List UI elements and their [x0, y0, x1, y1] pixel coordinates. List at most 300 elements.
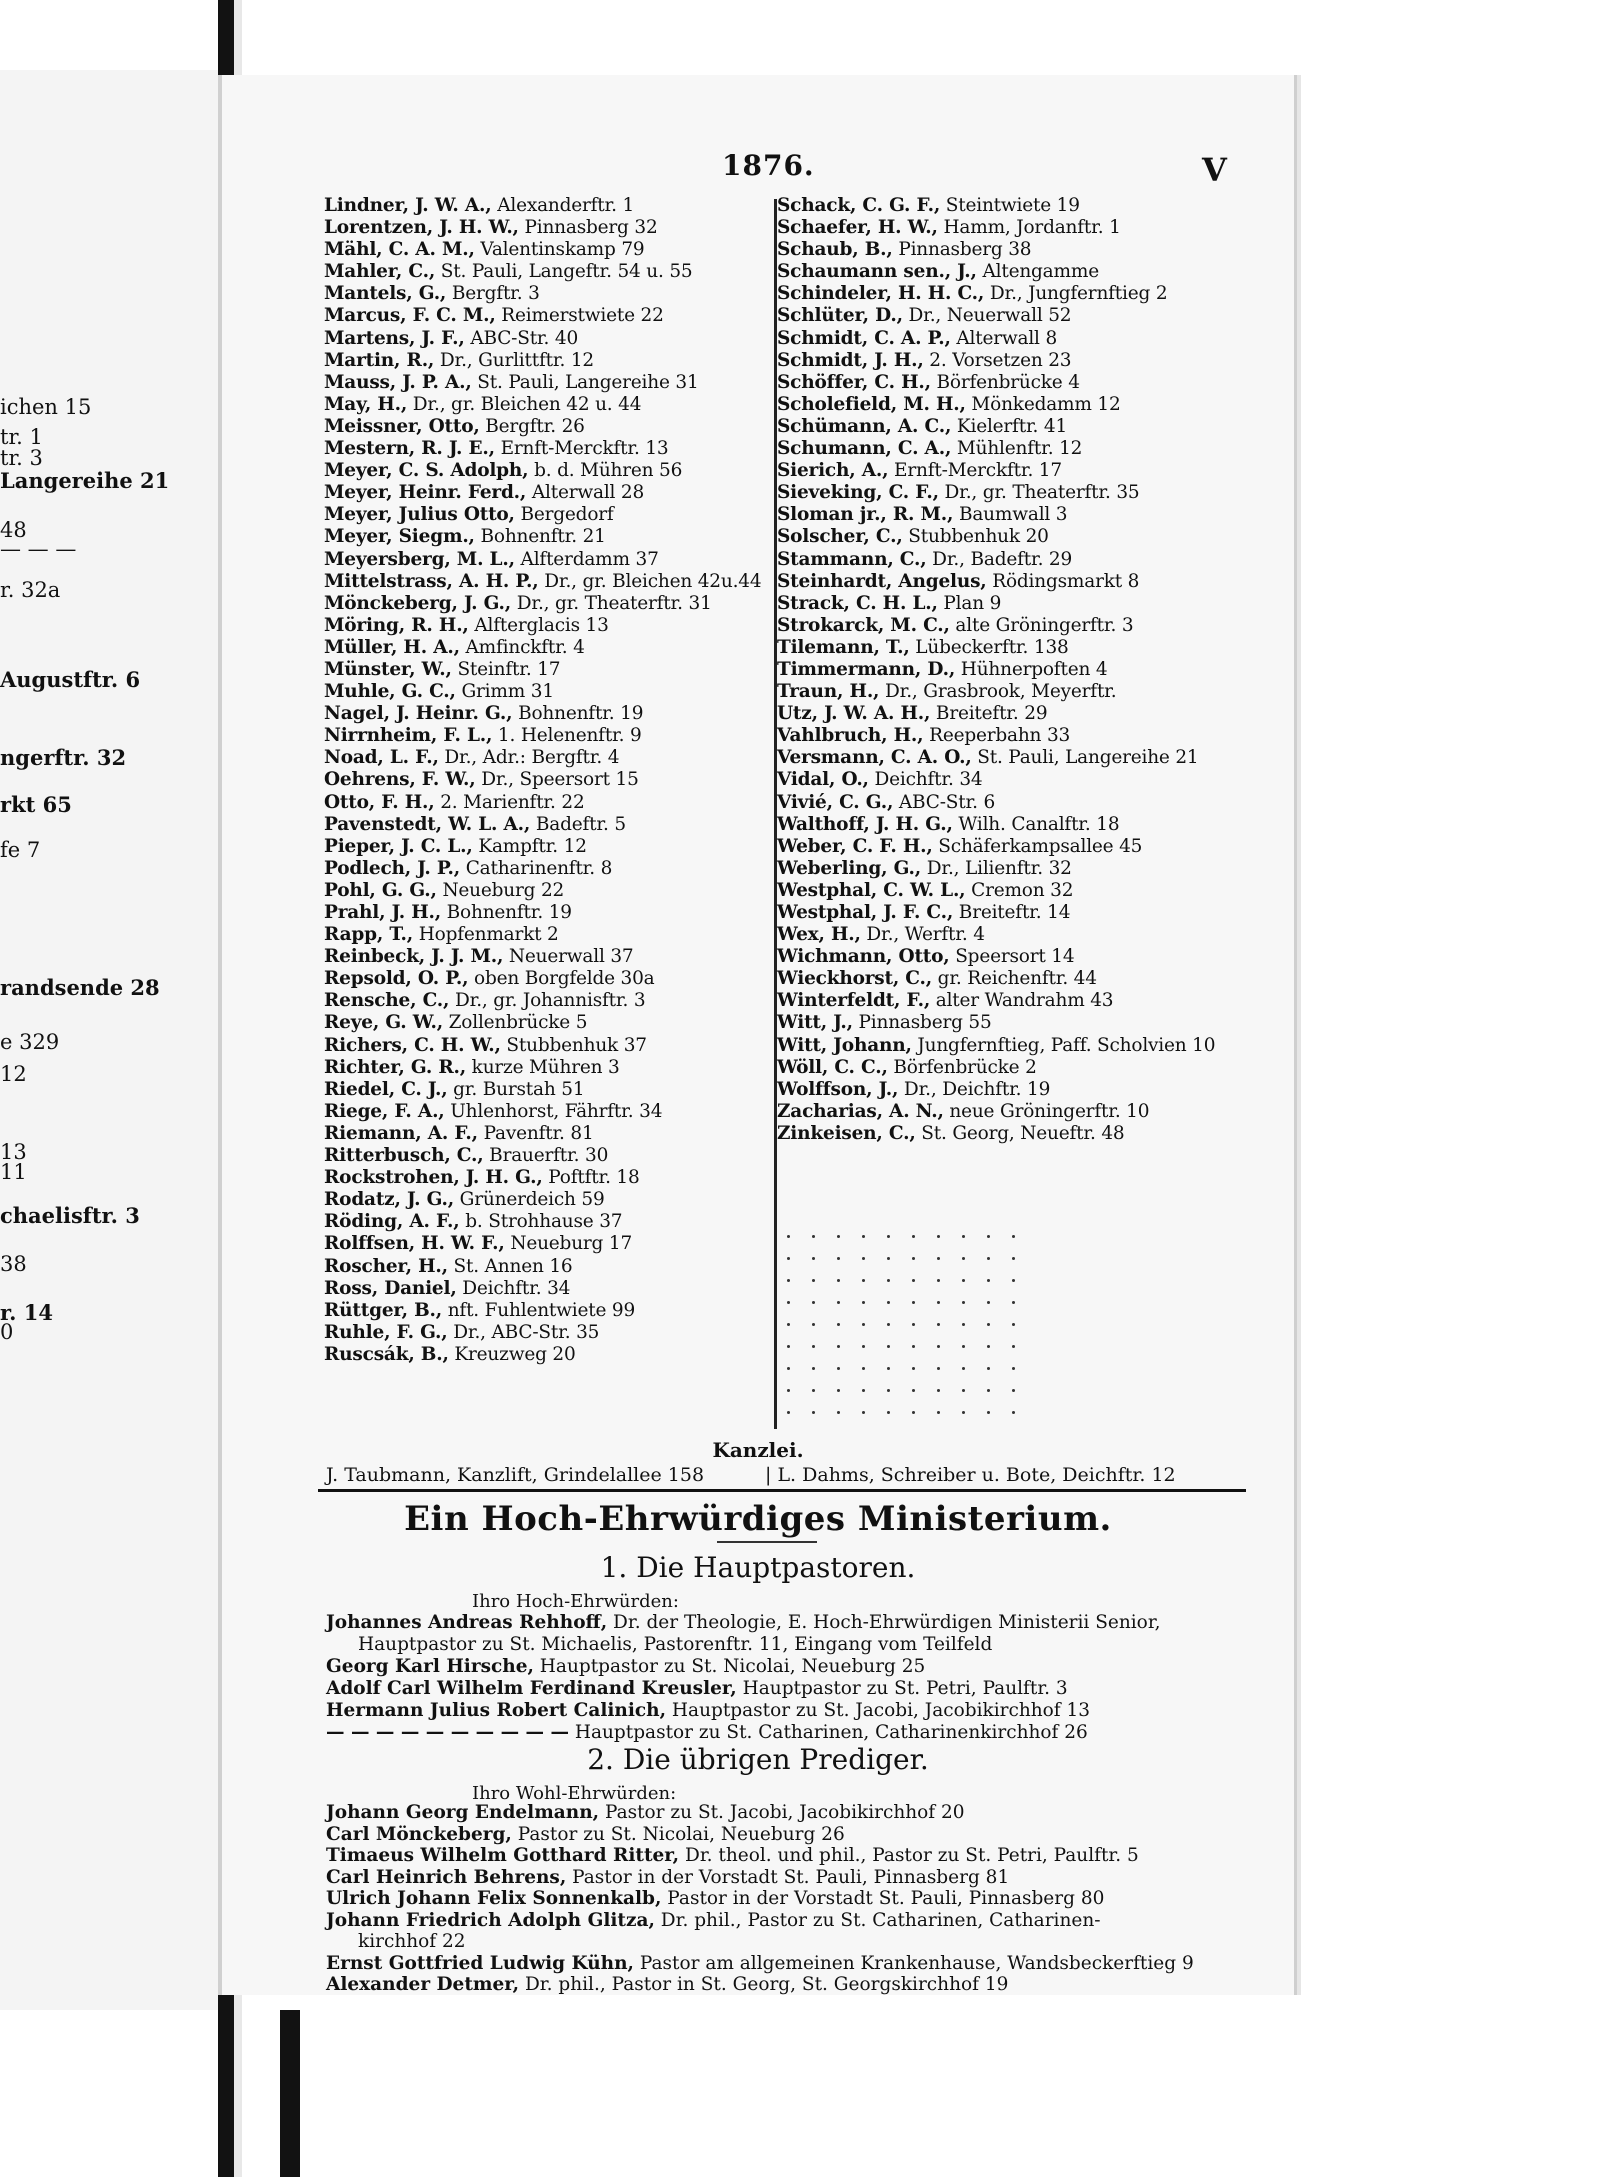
- filler-dot: [837, 1257, 840, 1260]
- filler-dot: [912, 1279, 915, 1282]
- pastor-name: — — — — — — — — — —: [326, 1722, 569, 1743]
- entry-address: Hühnerpoften 4: [955, 658, 1108, 680]
- entry-name: Reinbeck, J. J. M.,: [324, 946, 504, 968]
- filler-dot: [812, 1235, 815, 1238]
- filler-dot: [787, 1279, 790, 1282]
- directory-entry: [777, 615, 1417, 637]
- entry-name: Traun, H.,: [777, 681, 880, 703]
- entry-address: Valentinskamp 79: [474, 239, 645, 261]
- pastor-entry: [326, 1722, 1261, 1744]
- entry-address: Alterwall 8: [950, 327, 1058, 349]
- filler-dot: [987, 1301, 990, 1304]
- filler-dot: [887, 1235, 890, 1238]
- entry-address: Stubbenhuk 37: [500, 1034, 647, 1056]
- entry-name: Richter, G. R.,: [324, 1056, 466, 1078]
- left-page-text: 48: [0, 518, 27, 542]
- filler-dot: [862, 1323, 865, 1326]
- entry-address: Neuerwall 37: [503, 946, 634, 968]
- filler-dot: [1012, 1279, 1015, 1282]
- kanzlei-right-entry: | L. Dahms, Schreiber u. Bote, Deichftr. 12: [765, 1464, 1176, 1486]
- entry-address: Uhlenhorst, Fährftr. 34: [444, 1100, 663, 1122]
- directory-entry: [777, 946, 1417, 968]
- entry-address: Baumwall 3: [953, 504, 1068, 526]
- entry-name: Tilemann, T.,: [777, 636, 910, 658]
- filler-dot: [812, 1367, 815, 1370]
- entry-address: Breiteftr. 29: [930, 703, 1048, 725]
- entry-address: Hopfenmarkt 2: [413, 924, 559, 946]
- entry-address: Dr., Badeftr. 29: [926, 548, 1073, 570]
- entry-name: Schumann, C. A.,: [777, 438, 952, 460]
- pastor-name: Carl Mönckeberg,: [326, 1823, 512, 1845]
- entry-name: Münster, W.,: [324, 658, 452, 680]
- entry-name: Mahler, C.,: [324, 261, 436, 283]
- entry-name: Weber, C. F. H.,: [777, 835, 933, 857]
- entry-address: Catharinenftr. 8: [460, 857, 613, 879]
- left-page-text: ngerftr. 32: [0, 745, 127, 770]
- entry-name: Stammann, C.,: [777, 548, 927, 570]
- entry-address: St. Georg, Neueftr. 48: [915, 1122, 1125, 1144]
- entry-name: Versmann, C. A. O.,: [777, 747, 972, 769]
- entry-name: Podlech, J. P.,: [324, 857, 461, 879]
- filler-dot: [787, 1323, 790, 1326]
- entry-address: Deichftr. 34: [868, 769, 983, 791]
- entry-name: Martens, J. F.,: [324, 327, 465, 349]
- filler-dot: [987, 1323, 990, 1326]
- entry-address: Pinnasberg 32: [518, 217, 658, 239]
- entry-address: Stubbenhuk 20: [902, 526, 1049, 548]
- entry-address: Grimm 31: [455, 681, 554, 703]
- kanzlei-left-entry: J. Taubmann, Kanzlift, Grindelallee 158: [326, 1464, 705, 1486]
- pastor-name: Carl Heinrich Behrens,: [326, 1866, 567, 1888]
- entry-name: Schmidt, C. A. P.,: [777, 327, 951, 349]
- entry-address: Bohnenftr. 19: [512, 703, 644, 725]
- entry-name: Wex, H.,: [777, 924, 861, 946]
- entry-name: Meyersberg, M. L.,: [324, 548, 515, 570]
- filler-dot: [937, 1257, 940, 1260]
- filler-dot: [987, 1279, 990, 1282]
- pastor-entry: [326, 1700, 1261, 1722]
- filler-dot: [1012, 1257, 1015, 1260]
- entry-name: Martin, R.,: [324, 349, 435, 371]
- entry-name: Zacharias, A. N.,: [777, 1100, 944, 1122]
- pastor-entry: [326, 1845, 1261, 1867]
- entry-name: Noad, L. F.,: [324, 747, 439, 769]
- filler-dot: [937, 1235, 940, 1238]
- directory-entry: [777, 217, 1417, 239]
- entry-address: Badeftr. 5: [530, 813, 626, 835]
- entry-address: nft. Fuhlentwiete 99: [442, 1299, 636, 1321]
- entry-address: Alfterdamm 37: [514, 548, 659, 570]
- entry-address: Dr., gr. Theaterftr. 35: [938, 482, 1140, 504]
- pastor-name: Johann Friedrich Adolph Glitza,: [326, 1909, 655, 1931]
- entry-address: Bergftr. 26: [479, 415, 585, 437]
- entry-address: Alfterglacis 13: [468, 614, 609, 636]
- entry-address: Dr., gr. Johannisftr. 3: [449, 990, 646, 1012]
- entry-address: Dr., gr. Bleichen 42 u. 44: [407, 393, 642, 415]
- filler-dot: [887, 1367, 890, 1370]
- entry-name: Steinhardt, Angelus,: [777, 570, 987, 592]
- entry-name: Pavenstedt, W. L. A.,: [324, 813, 531, 835]
- entry-address: Bohnenftr. 21: [474, 526, 606, 548]
- entry-address: Dr., Speersort 15: [475, 769, 639, 791]
- filler-dot: [887, 1279, 890, 1282]
- entry-name: Ross, Daniel,: [324, 1277, 457, 1299]
- entry-name: Schlüter, D.,: [777, 305, 903, 327]
- entry-name: Möring, R. H.,: [324, 614, 469, 636]
- entry-name: Strack, C. H. L.,: [777, 592, 938, 614]
- entry-address: Dr., Grasbrook, Meyerftr.: [879, 681, 1117, 703]
- entry-address: St. Pauli, Langereihe 21: [971, 747, 1199, 769]
- directory-entry: [777, 659, 1417, 681]
- directory-entry: [777, 261, 1417, 283]
- pastor-details: kirchhof 22: [358, 1931, 466, 1952]
- entry-address: Breiteftr. 14: [953, 902, 1071, 923]
- directory-entry: [777, 416, 1417, 438]
- entry-address: Reimerstwiete 22: [495, 305, 664, 327]
- filler-dot: [887, 1345, 890, 1348]
- entry-address: Börfenbrücke 2: [887, 1056, 1037, 1078]
- left-page-text: ichen 15: [0, 395, 92, 419]
- pastor-name: Timaeus Wilhelm Gotthard Ritter,: [326, 1845, 680, 1866]
- filler-dot: [887, 1257, 890, 1260]
- pastor-name: Alexander Detmer,: [326, 1974, 520, 1995]
- pastor-entry: [326, 1974, 1261, 1996]
- entry-name: Ritterbusch, C.,: [324, 1145, 484, 1167]
- entry-name: Prahl, J. H.,: [324, 902, 441, 923]
- right-column: [777, 195, 1417, 1145]
- entry-address: Bergftr. 3: [446, 283, 540, 305]
- directory-entry: [777, 460, 1417, 482]
- entry-address: Neueburg 22: [436, 879, 565, 901]
- entry-address: Kreuzweg 20: [448, 1343, 576, 1365]
- filler-dot: [837, 1389, 840, 1392]
- directory-entry: [777, 328, 1417, 350]
- entry-name: Marcus, F. C. M.,: [324, 305, 496, 327]
- entry-address: Dr., Neuerwall 52: [902, 305, 1072, 327]
- entry-name: Westphal, J. F. C.,: [777, 902, 954, 923]
- directory-entry: [777, 372, 1417, 394]
- filler-dot: [837, 1279, 840, 1282]
- entry-name: Scholefield, M. H.,: [777, 393, 966, 415]
- filler-dot: [787, 1345, 790, 1348]
- entry-address: ABC-Str. 6: [893, 791, 996, 813]
- filler-dot: [812, 1411, 815, 1414]
- entry-name: Pieper, J. C. L.,: [324, 835, 473, 857]
- entry-name: Schümann, A. C.,: [777, 415, 952, 437]
- left-page-text: r. 32a: [0, 578, 61, 602]
- entry-address: gr. Reichenftr. 44: [932, 968, 1097, 990]
- entry-name: Nirrnheim, F. L.,: [324, 725, 493, 747]
- entry-address: Neueburg 17: [504, 1233, 633, 1255]
- entry-address: Deichftr. 34: [456, 1277, 571, 1299]
- entry-name: Ruscsák, B.,: [324, 1343, 449, 1365]
- entry-name: Schindeler, H. H. C.,: [777, 283, 985, 305]
- filler-dot: [862, 1367, 865, 1370]
- entry-name: Mönckeberg, J. G.,: [324, 592, 512, 614]
- kanzlei-heading: Kanzlei.: [712, 1438, 804, 1462]
- filler-dot: [787, 1411, 790, 1414]
- dot-filler: [787, 1235, 1037, 1435]
- entry-address: Reeperbahn 33: [923, 725, 1071, 747]
- entry-name: Mantels, G.,: [324, 283, 447, 305]
- directory-entry: [777, 968, 1417, 990]
- pastor-name: Johannes Andreas Rehhoff,: [326, 1612, 608, 1633]
- pastor-entry: [326, 1824, 1261, 1846]
- filler-dot: [912, 1301, 915, 1304]
- entry-address: Steinftr. 17: [451, 658, 561, 680]
- filler-dot: [837, 1323, 840, 1326]
- entry-name: Otto, F. H.,: [324, 791, 435, 813]
- pastor-details: Hauptpastor zu St. Petri, Paulftr. 3: [736, 1678, 1068, 1699]
- entry-address: Dr., gr. Theaterftr. 31: [511, 592, 712, 614]
- filler-dot: [862, 1411, 865, 1414]
- filler-dot: [812, 1257, 815, 1260]
- directory-entry: [777, 681, 1417, 703]
- directory-entry: [777, 880, 1417, 902]
- filler-dot: [837, 1235, 840, 1238]
- pastor-name: Adolf Carl Wilhelm Ferdinand Kreusler,: [326, 1678, 737, 1699]
- entry-address: Dr., Jungfernftieg 2: [984, 283, 1168, 305]
- left-page-text: 11: [0, 1160, 27, 1184]
- entry-name: Wolffson, J.,: [777, 1078, 899, 1100]
- entry-address: Kampftr. 12: [472, 835, 587, 857]
- filler-dot: [962, 1301, 965, 1304]
- entry-address: gr. Burstah 51: [447, 1078, 585, 1100]
- filler-dot: [1012, 1235, 1015, 1238]
- section-rule: [318, 1489, 1246, 1492]
- filler-dot: [837, 1301, 840, 1304]
- pastor-details: Hauptpastor zu St. Nicolai, Neueburg 25: [533, 1656, 926, 1677]
- entry-name: Solscher, C.,: [777, 526, 903, 548]
- filler-dot: [987, 1411, 990, 1414]
- entry-name: Zinkeisen, C.,: [777, 1122, 916, 1144]
- filler-dot: [787, 1389, 790, 1392]
- section-heading-prediger: 2. Die übrigen Prediger.: [587, 1743, 929, 1776]
- entry-name: Meyer, Siegm.,: [324, 526, 475, 548]
- pastor-entry: [326, 1802, 1261, 1824]
- pastor-entry: [326, 1678, 1261, 1700]
- entry-name: Strokarck, M. C.,: [777, 614, 950, 636]
- entry-name: Nagel, J. Heinr. G.,: [324, 703, 513, 725]
- entry-name: Mittelstrass, A. H. P.,: [324, 570, 539, 592]
- directory-entry: [777, 792, 1417, 814]
- filler-dot: [937, 1389, 940, 1392]
- directory-entry: [777, 571, 1417, 593]
- entry-name: Richers, C. H. W.,: [324, 1034, 501, 1056]
- entry-address: Ernft-Merckftr. 17: [888, 460, 1062, 482]
- pastor-details: Hauptpastor zu St. Jacobi, Jacobikirchhof 13: [666, 1700, 1091, 1721]
- filler-dot: [812, 1389, 815, 1392]
- directory-entry: [777, 593, 1417, 615]
- entry-name: Pohl, G. G.,: [324, 879, 437, 901]
- entry-address: b. d. Mühren 56: [528, 460, 683, 482]
- entry-name: Rockstrohen, J. H. G.,: [324, 1167, 543, 1189]
- entry-address: Börfenbrücke 4: [930, 371, 1080, 393]
- entry-address: alter Wandrahm 43: [930, 990, 1114, 1012]
- filler-dot: [912, 1323, 915, 1326]
- pastor-details: Pastor in der Vorstadt St. Pauli, Pinnasberg 81: [566, 1866, 1010, 1888]
- entry-name: Walthoff, J. H. G.,: [777, 813, 953, 835]
- entry-name: Röding, A. F.,: [324, 1211, 460, 1233]
- filler-dot: [1012, 1411, 1015, 1414]
- entry-name: Lindner, J. W. A.,: [324, 195, 492, 216]
- filler-dot: [987, 1367, 990, 1370]
- entry-address: Dr., gr. Bleichen 42u.44: [538, 570, 762, 592]
- entry-name: Meissner, Otto,: [324, 415, 480, 437]
- directory-entry: [777, 703, 1417, 725]
- filler-dot: [937, 1301, 940, 1304]
- filler-dot: [912, 1411, 915, 1414]
- filler-dot: [962, 1323, 965, 1326]
- entry-name: Rensche, C.,: [324, 990, 450, 1012]
- directory-entry: [777, 195, 1417, 217]
- entry-name: Schaefer, H. W.,: [777, 217, 938, 239]
- filler-dot: [837, 1411, 840, 1414]
- entry-address: Lübeckerftr. 138: [909, 636, 1069, 658]
- entry-address: Schäferkampsallee 45: [932, 835, 1143, 857]
- entry-name: Lorentzen, J. H. W.,: [324, 217, 519, 239]
- entry-address: Alterwall 28: [526, 482, 645, 504]
- entry-address: Alexanderftr. 1: [491, 195, 635, 216]
- entry-address: St. Pauli, Langeftr. 54 u. 55: [435, 261, 693, 283]
- filler-dot: [812, 1345, 815, 1348]
- filler-dot: [1012, 1323, 1015, 1326]
- entry-address: Zollenbrücke 5: [442, 1012, 588, 1034]
- entry-name: Meyer, Heinr. Ferd.,: [324, 482, 527, 504]
- filler-dot: [912, 1389, 915, 1392]
- entry-name: Mestern, R. J. E.,: [324, 438, 495, 460]
- directory-entry: [777, 990, 1417, 1012]
- pastor-entry: [326, 1656, 1261, 1678]
- left-page-text: tr. 3: [0, 446, 43, 470]
- pastor-name: Ulrich Johann Felix Sonnenkalb,: [326, 1888, 662, 1909]
- filler-dot: [962, 1235, 965, 1238]
- entry-name: Westphal, C. W. L.,: [777, 879, 966, 901]
- filler-dot: [887, 1323, 890, 1326]
- entry-name: Meyer, Julius Otto,: [324, 504, 515, 526]
- entry-address: Mönkedamm 12: [965, 393, 1121, 415]
- left-page-text: 0: [0, 1320, 14, 1344]
- left-page-text: randsende 28: [0, 975, 160, 1000]
- filler-dot: [812, 1301, 815, 1304]
- directory-entry: [777, 836, 1417, 858]
- left-page-text: 12: [0, 1062, 27, 1086]
- directory-entry: [777, 858, 1417, 880]
- binding-bottom: [280, 2010, 300, 2177]
- filler-dot: [862, 1345, 865, 1348]
- entry-address: Cremon 32: [965, 879, 1074, 901]
- entry-address: Ernft-Merckftr. 13: [494, 438, 669, 460]
- filler-dot: [987, 1257, 990, 1260]
- entry-address: St. Pauli, Langereihe 31: [471, 371, 699, 393]
- entry-address: Pavenftr. 81: [477, 1122, 594, 1144]
- entry-address: alte Gröningerftr. 3: [949, 614, 1134, 636]
- directory-entry: [324, 1145, 879, 1167]
- directory-entry: [777, 1079, 1417, 1101]
- directory-entry: [324, 1211, 879, 1233]
- pastor-name: Ernst Gottfried Ludwig Kühn,: [326, 1952, 634, 1974]
- section-heading-hauptpastoren: 1. Die Hauptpastoren.: [600, 1551, 916, 1584]
- entry-name: Schöffer, C. H.,: [777, 371, 931, 393]
- entry-name: Reye, G. W.,: [324, 1012, 443, 1034]
- left-page-text: Langereihe 21: [0, 468, 170, 493]
- entry-name: Schmidt, J. H.,: [777, 349, 924, 371]
- pastor-details: Hauptpastor zu St. Michaelis, Pastorenftr. 11, Eingang vom Teilfeld: [358, 1634, 993, 1655]
- entry-address: Dr., Deichftr. 19: [898, 1078, 1051, 1100]
- filler-dot: [862, 1389, 865, 1392]
- pastor-details: Pastor in der Vorstadt St. Pauli, Pinnasberg 80: [661, 1888, 1105, 1909]
- entry-name: Wöll, C. C.,: [777, 1056, 888, 1078]
- directory-entry: [777, 239, 1417, 261]
- directory-entry: [777, 438, 1417, 460]
- left-page-text: tr. 1: [0, 425, 43, 449]
- left-page-text: e 329: [0, 1030, 60, 1054]
- filler-dot: [962, 1367, 965, 1370]
- filler-dot: [937, 1279, 940, 1282]
- entry-name: Utz, J. W. A. H.,: [777, 703, 931, 725]
- entry-name: Vahlbruch, H.,: [777, 725, 924, 747]
- entry-name: Vidal, O.,: [777, 769, 869, 791]
- filler-dot: [862, 1279, 865, 1282]
- entry-address: Poftftr. 18: [542, 1167, 640, 1189]
- page-numeral: V: [1202, 151, 1227, 189]
- entry-address: Altengamme: [976, 261, 1099, 283]
- pastor-details: Pastor zu St. Jacobi, Jacobikirchhof 20: [599, 1802, 965, 1823]
- directory-entry: [777, 549, 1417, 571]
- directory-page: [218, 75, 1297, 1995]
- filler-dot: [912, 1367, 915, 1370]
- directory-entry: [777, 769, 1417, 791]
- filler-dot: [1012, 1301, 1015, 1304]
- filler-dot: [837, 1367, 840, 1370]
- filler-dot: [887, 1301, 890, 1304]
- entry-address: Bohnenftr. 19: [440, 902, 572, 923]
- pastor-details: Pastor zu St. Nicolai, Neueburg 26: [511, 1823, 845, 1845]
- pastor-entry: [326, 1888, 1261, 1910]
- directory-entry: [777, 814, 1417, 836]
- entry-name: Müller, H. A.,: [324, 636, 460, 658]
- entry-address: kurze Mühren 3: [466, 1056, 620, 1078]
- entry-name: Schack, C. G. F.,: [777, 195, 941, 216]
- filler-dot: [862, 1235, 865, 1238]
- title-underline: [717, 1541, 817, 1543]
- entry-name: Sieveking, C. F.,: [777, 482, 939, 504]
- entry-address: Speersort 14: [949, 946, 1075, 968]
- entry-address: Rödingsmarkt 8: [986, 570, 1140, 592]
- filler-dot: [787, 1301, 790, 1304]
- entry-name: Timmermann, D.,: [777, 658, 956, 680]
- directory-entry: [777, 350, 1417, 372]
- filler-dot: [987, 1345, 990, 1348]
- left-page-text: 38: [0, 1252, 27, 1276]
- entry-address: ABC-Str. 40: [464, 327, 579, 349]
- entry-address: 2. Marienftr. 22: [434, 791, 585, 813]
- entry-name: Mähl, C. A. M.,: [324, 239, 475, 261]
- entry-address: oben Borgfelde 30a: [468, 968, 655, 990]
- left-page-text: fe 7: [0, 838, 41, 862]
- entry-address: Dr., ABC-Str. 35: [447, 1321, 600, 1343]
- left-page-text: 13: [0, 1140, 27, 1164]
- directory-entry: [777, 1012, 1417, 1034]
- left-page-text: chaelisftr. 3: [0, 1203, 140, 1228]
- entry-name: Schaumann sen., J.,: [777, 261, 977, 283]
- entry-address: St. Annen 16: [447, 1255, 573, 1277]
- entry-address: Plan 9: [937, 592, 1002, 614]
- entry-name: Witt, Johann,: [777, 1034, 912, 1056]
- filler-dot: [912, 1235, 915, 1238]
- entry-address: Jungfernftieg, Paff. Scholvien 10: [911, 1034, 1216, 1056]
- directory-entry: [777, 504, 1417, 526]
